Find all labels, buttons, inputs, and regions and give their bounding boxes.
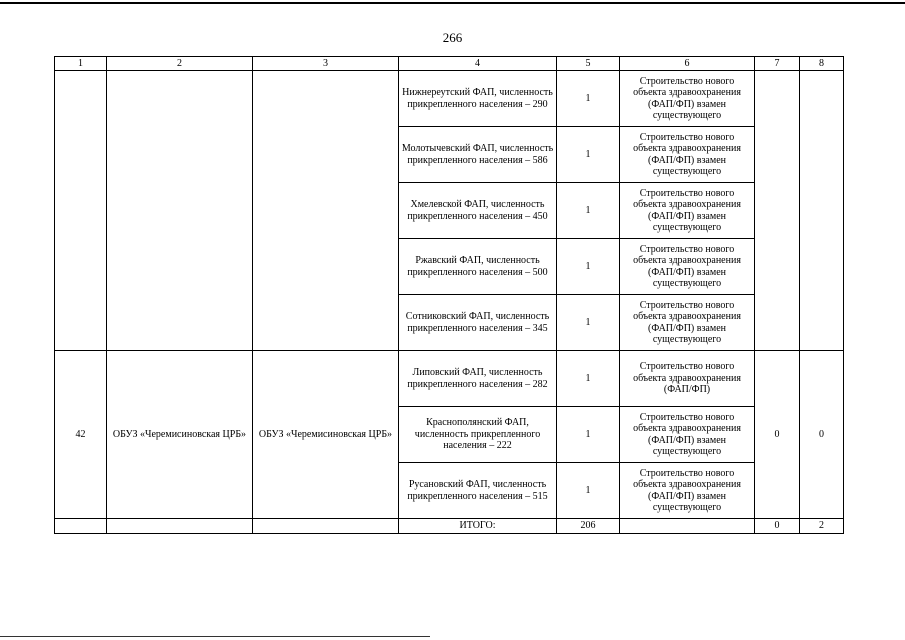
empty-cell <box>107 71 253 351</box>
data-table <box>54 56 844 534</box>
empty-cell <box>55 71 107 351</box>
quantity-cell: 1 <box>557 239 620 295</box>
bottom-rule <box>0 636 430 637</box>
action-cell: Строительство нового объекта здравоохранения (ФАП/ФП) взамен существующего <box>620 71 755 127</box>
header-cell-2: 2 <box>107 57 253 71</box>
facility-cell: Хмелевской ФАП, численность прикрепленного населения – 450 <box>399 183 557 239</box>
empty-cell <box>620 519 755 534</box>
action-cell: Строительство нового объекта здравоохранения (ФАП/ФП) взамен существующего <box>620 295 755 351</box>
action-cell: Строительство нового объекта здравоохранения (ФАП/ФП) взамен существующего <box>620 183 755 239</box>
quantity-cell: 1 <box>557 127 620 183</box>
action-cell: Строительство нового объекта здравоохранения (ФАП/ФП) взамен существующего <box>620 239 755 295</box>
facility-cell: Краснополянский ФАП, численность прикрепленного населения – 222 <box>399 407 557 463</box>
total-column-8: 2 <box>800 519 844 534</box>
total-column-5: 206 <box>557 519 620 534</box>
total-column-7: 0 <box>755 519 800 534</box>
table-row-group-42 <box>55 351 844 407</box>
facility-cell: Нижнереутский ФАП, численность прикрепленного населения – 290 <box>399 71 557 127</box>
header-cell-7: 7 <box>755 57 800 71</box>
table-row <box>55 71 844 127</box>
quantity-cell: 1 <box>557 183 620 239</box>
header-cell-8: 8 <box>800 57 844 71</box>
facility-cell: Молотычевский ФАП, численность прикрепленного населения – 586 <box>399 127 557 183</box>
empty-cell <box>253 71 399 351</box>
header-cell-5: 5 <box>557 57 620 71</box>
facility-cell: Русановский ФАП, численность прикрепленного населения – 515 <box>399 463 557 519</box>
action-cell: Строительство нового объекта здравоохранения (ФАП/ФП) взамен существующего <box>620 407 755 463</box>
page-number: 266 <box>442 30 463 45</box>
quantity-cell: 1 <box>557 295 620 351</box>
facility-cell: Липовский ФАП, численность прикрепленного населения – 282 <box>399 351 557 407</box>
empty-cell <box>107 519 253 534</box>
total-row <box>55 519 844 534</box>
facility-cell: Ржавский ФАП, численность прикрепленного населения – 500 <box>399 239 557 295</box>
empty-cell <box>55 519 107 534</box>
empty-cell <box>755 71 800 351</box>
action-cell: Строительство нового объекта здравоохранения (ФАП/ФП) взамен существующего <box>620 463 755 519</box>
header-row <box>55 57 844 71</box>
quantity-cell: 1 <box>557 351 620 407</box>
empty-cell <box>800 71 844 351</box>
empty-cell <box>253 519 399 534</box>
action-cell: Строительство нового объекта здравоохранения (ФАП/ФП) взамен существующего <box>620 127 755 183</box>
quantity-cell: 1 <box>557 463 620 519</box>
top-rule <box>0 2 905 4</box>
header-cell-3: 3 <box>253 57 399 71</box>
quantity-cell: 1 <box>557 407 620 463</box>
action-cell: Строительство нового объекта здравоохранения (ФАП/ФП) <box>620 351 755 407</box>
organization-cell: ОБУЗ «Черемисиновская ЦРБ» <box>107 351 253 519</box>
column-8-value: 0 <box>800 351 844 519</box>
header-cell-6: 6 <box>620 57 755 71</box>
header-cell-1: 1 <box>55 57 107 71</box>
facility-cell: Сотниковский ФАП, численность прикрепленного населения – 345 <box>399 295 557 351</box>
header-cell-4: 4 <box>399 57 557 71</box>
quantity-cell: 1 <box>557 71 620 127</box>
organization-cell-2: ОБУЗ «Черемисиновская ЦРБ» <box>253 351 399 519</box>
total-label: ИТОГО: <box>399 519 557 534</box>
column-7-value: 0 <box>755 351 800 519</box>
row-number-cell: 42 <box>55 351 107 519</box>
